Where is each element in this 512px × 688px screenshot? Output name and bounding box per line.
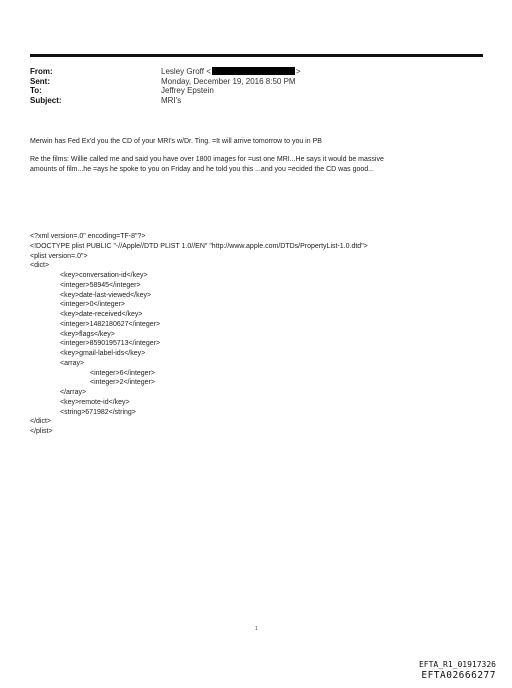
- to-label: To:: [30, 86, 42, 96]
- subject-row: [30, 96, 301, 106]
- xml-line: <plist version=.0">: [30, 252, 88, 260]
- body-paragraph-1: Merwin has Fed Ex'd you the CD of your MRI's w/Dr. Ting. =It will arrive tomorrow to you in PB: [30, 138, 322, 145]
- xml-line: <integer>8590195713</integer>: [60, 340, 161, 348]
- sent-row: [30, 77, 301, 87]
- subject-value: MRI's: [161, 95, 182, 105]
- xml-line: <integer>0</integer>: [60, 301, 125, 309]
- xml-line: <?xml version=.0" encoding=TF-8"?>: [30, 233, 146, 240]
- sent-label: Sent:: [30, 76, 50, 86]
- xml-line: <array>: [60, 359, 85, 367]
- from-name: Lesley Groff <: [161, 67, 211, 76]
- xml-line: <integer>1482180627</integer>: [60, 320, 161, 328]
- redaction-box: [212, 67, 295, 75]
- page-number: 1: [255, 626, 258, 632]
- xml-line: <string>671982</string>: [60, 408, 136, 416]
- from-value: [161, 67, 301, 77]
- xml-line: <integer>2</integer>: [90, 379, 155, 387]
- email-header: [30, 67, 301, 105]
- to-value: Jeffrey Epstein: [161, 86, 214, 96]
- bates-number-1: EFTA_R1_01917326: [418, 660, 496, 669]
- subject-label: Subject:: [30, 95, 62, 105]
- body-paragraph-2-line-2: amounts of film...he =ays he spoke to you on Friday and he told you this ...and you =ecided the CD was good...: [30, 166, 374, 173]
- body-paragraph-2-line-1: Re the films: Willie called me and said you have over 1800 images for =ust one MRI...He says it would be massive: [30, 156, 384, 163]
- from-row: [30, 67, 301, 77]
- xml-line: <!DOCTYPE plist PUBLIC "-//Apple//DTD PLIST 1.0//EN" "http://www.apple.com/DTDs/PropertyList-1.0.dtd">: [30, 242, 368, 250]
- xml-line: </plist>: [30, 428, 53, 435]
- xml-line: <key>conversation-id</key>: [60, 272, 148, 279]
- xml-line: <dict>: [30, 262, 50, 270]
- from-label: From:: [30, 67, 53, 76]
- header-rule: [30, 54, 483, 57]
- to-row: [30, 86, 301, 96]
- xml-line: <key>date-received</key>: [60, 311, 143, 318]
- bates-stamp: [419, 660, 496, 682]
- sent-value: Monday, December 19, 2016 8:50 PM: [161, 76, 296, 86]
- bates-number-2: EFTA02666277: [421, 670, 496, 681]
- plist-xml-block: [30, 232, 368, 437]
- xml-line: <key>date-last-viewed</key>: [60, 291, 152, 299]
- email-body: [30, 137, 490, 175]
- xml-line: <key>remote-id</key>: [60, 398, 130, 406]
- xml-line: </dict>: [30, 418, 52, 426]
- xml-line: <integer>6</integer>: [90, 369, 155, 377]
- xml-line: <key>flags</key>: [60, 330, 115, 338]
- from-suffix: >: [295, 67, 301, 76]
- xml-line: </array>: [60, 389, 87, 396]
- xml-line: <key>gmail-label-ids</key>: [60, 350, 146, 357]
- xml-line: <integer>58945</integer>: [60, 281, 141, 289]
